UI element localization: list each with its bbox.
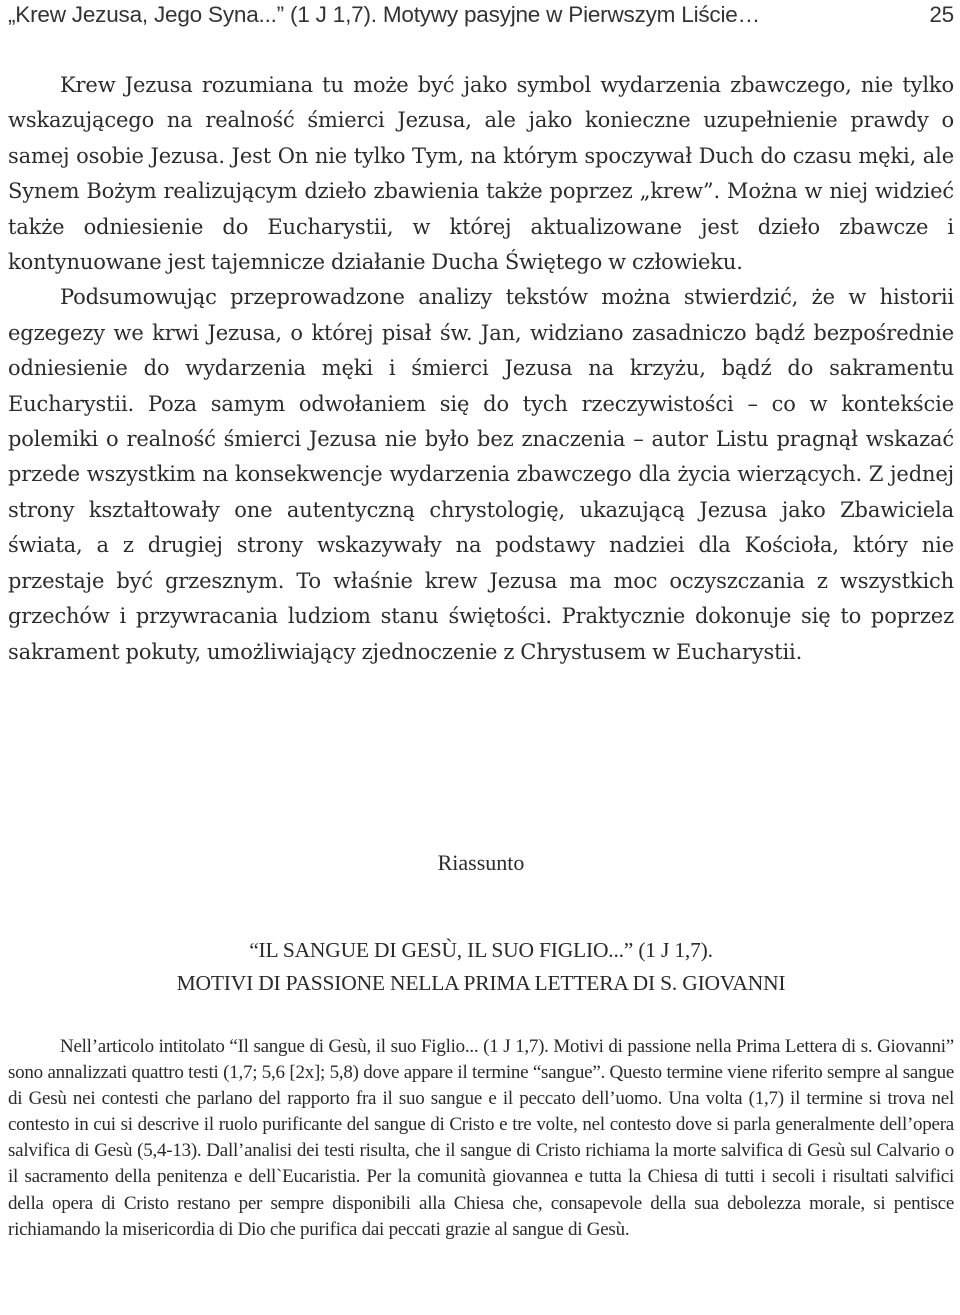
summary-text xyxy=(8,1034,954,1243)
summary-label: Riassunto xyxy=(437,850,525,875)
paragraph-1: Krew Jezusa rozumiana tu może być jako symbol wydarzenia zbawczego, nie tylko wskazującego na realność śmierci Jezusa, ale jako konieczne uzupełnienie prawdy o samej osobie Jezusa. Jest On nie tylko Tym, na którym spoczywał Duch do czasu męki, ale Synem Bożym realizującym dzieło zbawienia także poprzez „krew”. Można w niej widzieć także odniesienie do Eucharystii, w której aktualizowane jest dzieło zbawcze i kontynuowane jest tajemnicze działanie Ducha Świętego w człowieku. xyxy=(8,73,954,275)
summary-title xyxy=(8,934,954,1000)
paragraph-2: Podsumowując przeprowadzone analizy tekstów można stwierdzić, że w historii egzegezy we krwi Jezusa, o której pisał św. Jan, widziano zasadniczo bądź bezpośrednie odniesienie do wydarzenia męki i śmierci Jezusa na krzyżu, bądź do sakramentu Eucharystii. Poza samym odwołaniem się do tych rzeczywistości – co w kontekście polemiki o realność śmierci Jezusa nie było bez znaczenia – autor Listu pragnął wskazać przede wszystkim na konsekwencje wydarzenia zbawczego dla życia wierzących. Z jednej strony kształtowały one autentyczną chrystologię, ukazującą Jezusa jako Zbawiciela świata, a z drugiej strony wskazywały na podstawy nadziei dla Kościoła, który nie przestaje być grzesznym. To właśnie krew Jezusa ma moc oczyszczania z wszystkich grzechów i przywracania ludziom stanu świętości. Praktycznie dokonuje się to poprzez sakrament pokuty, umożliwiający zjednoczenie z Chrystusem w Eucharystii. xyxy=(8,285,954,664)
summary-title-line-1: “IL SANGUE DI GESÙ, IL SUO FIGLIO...” (1 J 1,7). xyxy=(249,938,713,962)
page xyxy=(8,0,954,1240)
page-number: 25 xyxy=(929,2,954,27)
summary-paragraph: Nell’articolo intitolato “Il sangue di Gesù, il suo Figlio... (1 J 1,7). Motivi di passione nella Prima Lettera di s. Giovanni” sono annalizzati quattro testi (1,7; 5,6 [2x]; 5,8) dove appare il termine “sangue”. Questo termine viene riferito sempre al sangue di Gesù nei contesti che parlano del rapporto fra il suo sangue e il peccato dell’uomo. Una volta (1,7) il termine si trova nel contesto in cui si descrive il ruolo purificante del sangue di Cristo e tre volte, nel contesto dove si parla generalmente dell’opera salvifica di Gesù (5,4-13). Dall’analisi dei testi risulta, che il sangue di Cristo richiama la morte salvifica di Gesù sul Calvario o il sacramento della penitenza e dell`Eucaristia. Per la comunità giovannea e tutta la Chiesa di tutti i secoli i risultati salvifici della opera di Cristo restano per sempre disponibili alla Chiesa che, consapevole della sua debolezza morale, si pentisce richiamando la misericordia di Dio che purifica dai peccati grazie al sangue di Gesù. xyxy=(8,1036,954,1240)
main-text xyxy=(8,68,954,670)
summary-title-line-2: MOTIVI DI PASSIONE NELLA PRIMA LETTERA DI S. GIOVANNI xyxy=(176,971,786,995)
running-title: „Krew Jezusa, Jego Syna...” (1 J 1,7). Motywy pasyjne w Pierwszym Liście… xyxy=(8,2,760,27)
summary-section xyxy=(8,838,954,1243)
running-header xyxy=(8,0,954,42)
